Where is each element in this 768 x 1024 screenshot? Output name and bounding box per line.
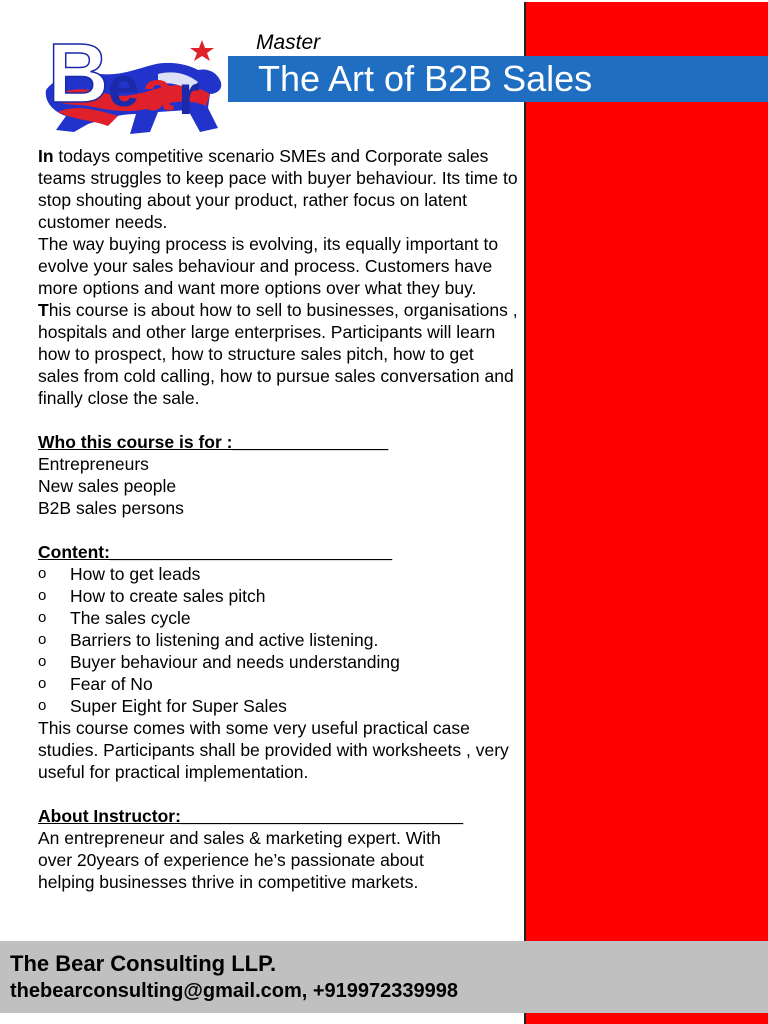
- svg-text:B: B: [48, 28, 109, 120]
- svg-text:e: e: [108, 55, 140, 118]
- list-item: [38, 673, 518, 695]
- instructor-heading: About Instructor:_____________________________: [38, 806, 464, 826]
- company-name: The Bear Consulting LLP.: [10, 951, 277, 976]
- content-list: [38, 563, 518, 717]
- audience-item: B2B sales persons: [38, 498, 184, 518]
- bullet-icon: o: [38, 565, 47, 582]
- svg-text:a: a: [142, 59, 174, 122]
- red-side-panel: [524, 2, 768, 1024]
- list-item: [38, 585, 518, 607]
- page-title: The Art of B2B Sales: [258, 58, 593, 99]
- list-item-text: The sales cycle: [70, 608, 191, 628]
- content-heading: Content:_____________________________: [38, 542, 393, 562]
- intro-paragraph-1: [38, 145, 518, 233]
- bear-logo-icon: [38, 28, 228, 140]
- instructor-bio-line: helping businesses thrive in competitive markets.: [38, 872, 419, 892]
- audience-item: Entrepreneurs: [38, 454, 149, 474]
- title-band: [228, 56, 768, 102]
- list-item: [38, 651, 518, 673]
- intro-lead-bold-2: T: [38, 300, 49, 320]
- intro-text-1: todays competitive scenario SMEs and Corporate sales teams struggles to keep pace with buyer behaviour. Its time to stop shouting about your product, rather focus on latent customer needs.: [38, 146, 518, 232]
- footer-bar: [0, 941, 768, 1013]
- content-note: This course comes with some very useful practical case studies. Participants shall be provided with worksheets , very useful for practical implementation.: [38, 718, 509, 782]
- instructor-bio-line: An entrepreneur and sales & marketing expert. With: [38, 828, 441, 848]
- instructor-bio-line: over 20years of experience he’s passionate about: [38, 850, 424, 870]
- bullet-icon: o: [38, 653, 47, 670]
- list-item-text: Buyer behaviour and needs understanding: [70, 652, 400, 672]
- main-content: [38, 145, 518, 893]
- contact-info[interactable]: thebearconsulting@gmail.com, +919972339998: [10, 980, 459, 1002]
- list-item-text: How to get leads: [70, 564, 201, 584]
- bullet-icon: o: [38, 609, 47, 626]
- list-item: [38, 563, 518, 585]
- intro-paragraph-3: [38, 299, 518, 409]
- bullet-icon: o: [38, 697, 47, 714]
- bullet-icon: o: [38, 631, 47, 648]
- list-item-text: Super Eight for Super Sales: [70, 696, 287, 716]
- list-item-text: Fear of No: [70, 674, 153, 694]
- header-subtitle: Master: [256, 31, 321, 54]
- list-item-text: How to create sales pitch: [70, 586, 266, 606]
- audience-heading: Who this course is for :________________: [38, 432, 389, 452]
- list-item-text: Barriers to listening and active listening.: [70, 630, 379, 650]
- audience-item: New sales people: [38, 476, 177, 496]
- bullet-icon: o: [38, 675, 47, 692]
- list-item: [38, 629, 518, 651]
- intro-lead-bold: In: [38, 146, 54, 166]
- list-item: [38, 695, 518, 717]
- intro-paragraph-2: The way buying process is evolving, its equally important to evolve your sales behaviour and process. Customers have more options and want more options over what they buy.: [38, 234, 499, 298]
- list-item: [38, 607, 518, 629]
- svg-text:r: r: [178, 63, 200, 126]
- intro-text-3: his course is about how to sell to businesses, organisations , hospitals and other large enterprises. Participants will learn how to prospect, how to structure sales pitch, how to get sales from cold calling, how to pursue sales conversation and finally close the sale.: [38, 300, 518, 408]
- bullet-icon: o: [38, 587, 47, 604]
